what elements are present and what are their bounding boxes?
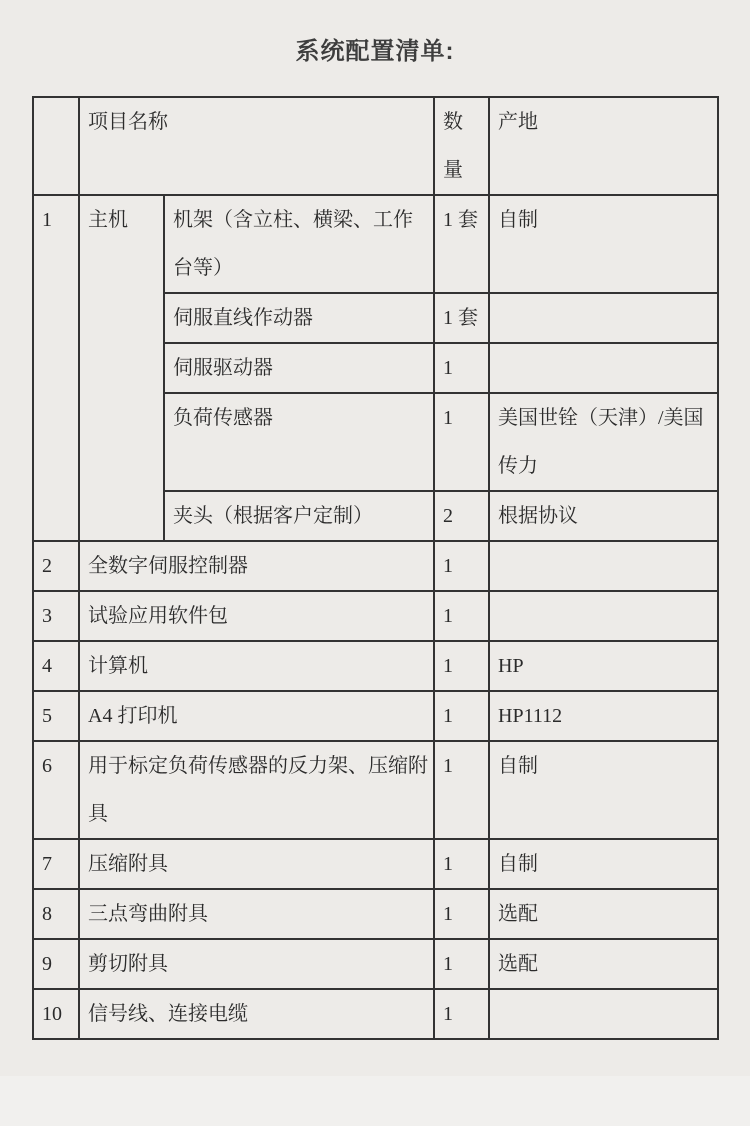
- category-cell: 主机: [79, 195, 164, 541]
- qty-cell: 1: [434, 889, 489, 939]
- item-name-cell: 全数字伺服控制器: [79, 541, 434, 591]
- row-index-cell: 1: [33, 195, 79, 541]
- table-row: [33, 691, 718, 741]
- qty-cell: 1: [434, 541, 489, 591]
- header-qty-cell: [434, 97, 489, 195]
- qty-cell: 1: [434, 591, 489, 641]
- table-row: [33, 741, 718, 839]
- qty-cell: 1: [434, 343, 489, 393]
- row-index-cell: 2: [33, 541, 79, 591]
- origin-cell: [489, 591, 718, 641]
- origin-cell: 自制: [489, 741, 718, 839]
- origin-cell: [489, 343, 718, 393]
- qty-cell: 1: [434, 939, 489, 989]
- item-name-cell: 负荷传感器: [164, 393, 434, 491]
- footer-band: [0, 1076, 750, 1126]
- config-table: [32, 96, 719, 1040]
- item-name-cell: 剪切附具: [79, 939, 434, 989]
- header-name-cell: 项目名称: [79, 97, 434, 195]
- table-row: [33, 541, 718, 591]
- header-index-cell: [33, 97, 79, 195]
- qty-cell: 1: [434, 691, 489, 741]
- origin-cell: 自制: [489, 195, 718, 293]
- table-row: [33, 839, 718, 889]
- origin-cell: 根据协议: [489, 491, 718, 541]
- qty-cell: 1: [434, 989, 489, 1039]
- item-name-cell: A4 打印机: [79, 691, 434, 741]
- qty-cell: 1 套: [434, 293, 489, 343]
- origin-cell: [489, 293, 718, 343]
- item-name-cell: 三点弯曲附具: [79, 889, 434, 939]
- row-index-cell: 7: [33, 839, 79, 889]
- qty-cell: 1: [434, 641, 489, 691]
- qty-cell: 1: [434, 393, 489, 491]
- qty-cell: 1: [434, 839, 489, 889]
- qty-cell: 1 套: [434, 195, 489, 293]
- origin-cell: [489, 989, 718, 1039]
- row-index-cell: 5: [33, 691, 79, 741]
- item-name-cell: 压缩附具: [79, 839, 434, 889]
- table-row: [33, 989, 718, 1039]
- origin-cell: 选配: [489, 939, 718, 989]
- row-index-cell: 8: [33, 889, 79, 939]
- item-name-cell: 计算机: [79, 641, 434, 691]
- origin-cell: HP1112: [489, 691, 718, 741]
- row-index-cell: 3: [33, 591, 79, 641]
- item-name-cell: 伺服驱动器: [164, 343, 434, 393]
- origin-cell: 美国世铨（天津）/美国传力: [489, 393, 718, 491]
- item-name-cell: 夹头（根据客户定制）: [164, 491, 434, 541]
- header-origin-cell: 产地: [489, 97, 718, 195]
- table-row: [33, 889, 718, 939]
- origin-cell: 选配: [489, 889, 718, 939]
- page-title: 系统配置清单:: [295, 38, 455, 65]
- origin-cell: [489, 541, 718, 591]
- row-index-cell: 4: [33, 641, 79, 691]
- item-name-cell: 试验应用软件包: [79, 591, 434, 641]
- row-index-cell: 6: [33, 741, 79, 839]
- table-row: [33, 641, 718, 691]
- header-qty-label: 数量: [443, 111, 463, 181]
- item-name-cell: 机架（含立柱、横梁、工作台等）: [164, 195, 434, 293]
- table-row: [33, 591, 718, 641]
- qty-cell: 1: [434, 741, 489, 839]
- table-row: [33, 195, 718, 293]
- header-row: [33, 97, 718, 195]
- item-name-cell: 信号线、连接电缆: [79, 989, 434, 1039]
- origin-cell: HP: [489, 641, 718, 691]
- row-index-cell: 10: [33, 989, 79, 1039]
- qty-cell: 2: [434, 491, 489, 541]
- origin-cell: 自制: [489, 839, 718, 889]
- item-name-cell: 用于标定负荷传感器的反力架、压缩附具: [79, 741, 434, 839]
- row-index-cell: 9: [33, 939, 79, 989]
- table-row: [33, 939, 718, 989]
- item-name-cell: 伺服直线作动器: [164, 293, 434, 343]
